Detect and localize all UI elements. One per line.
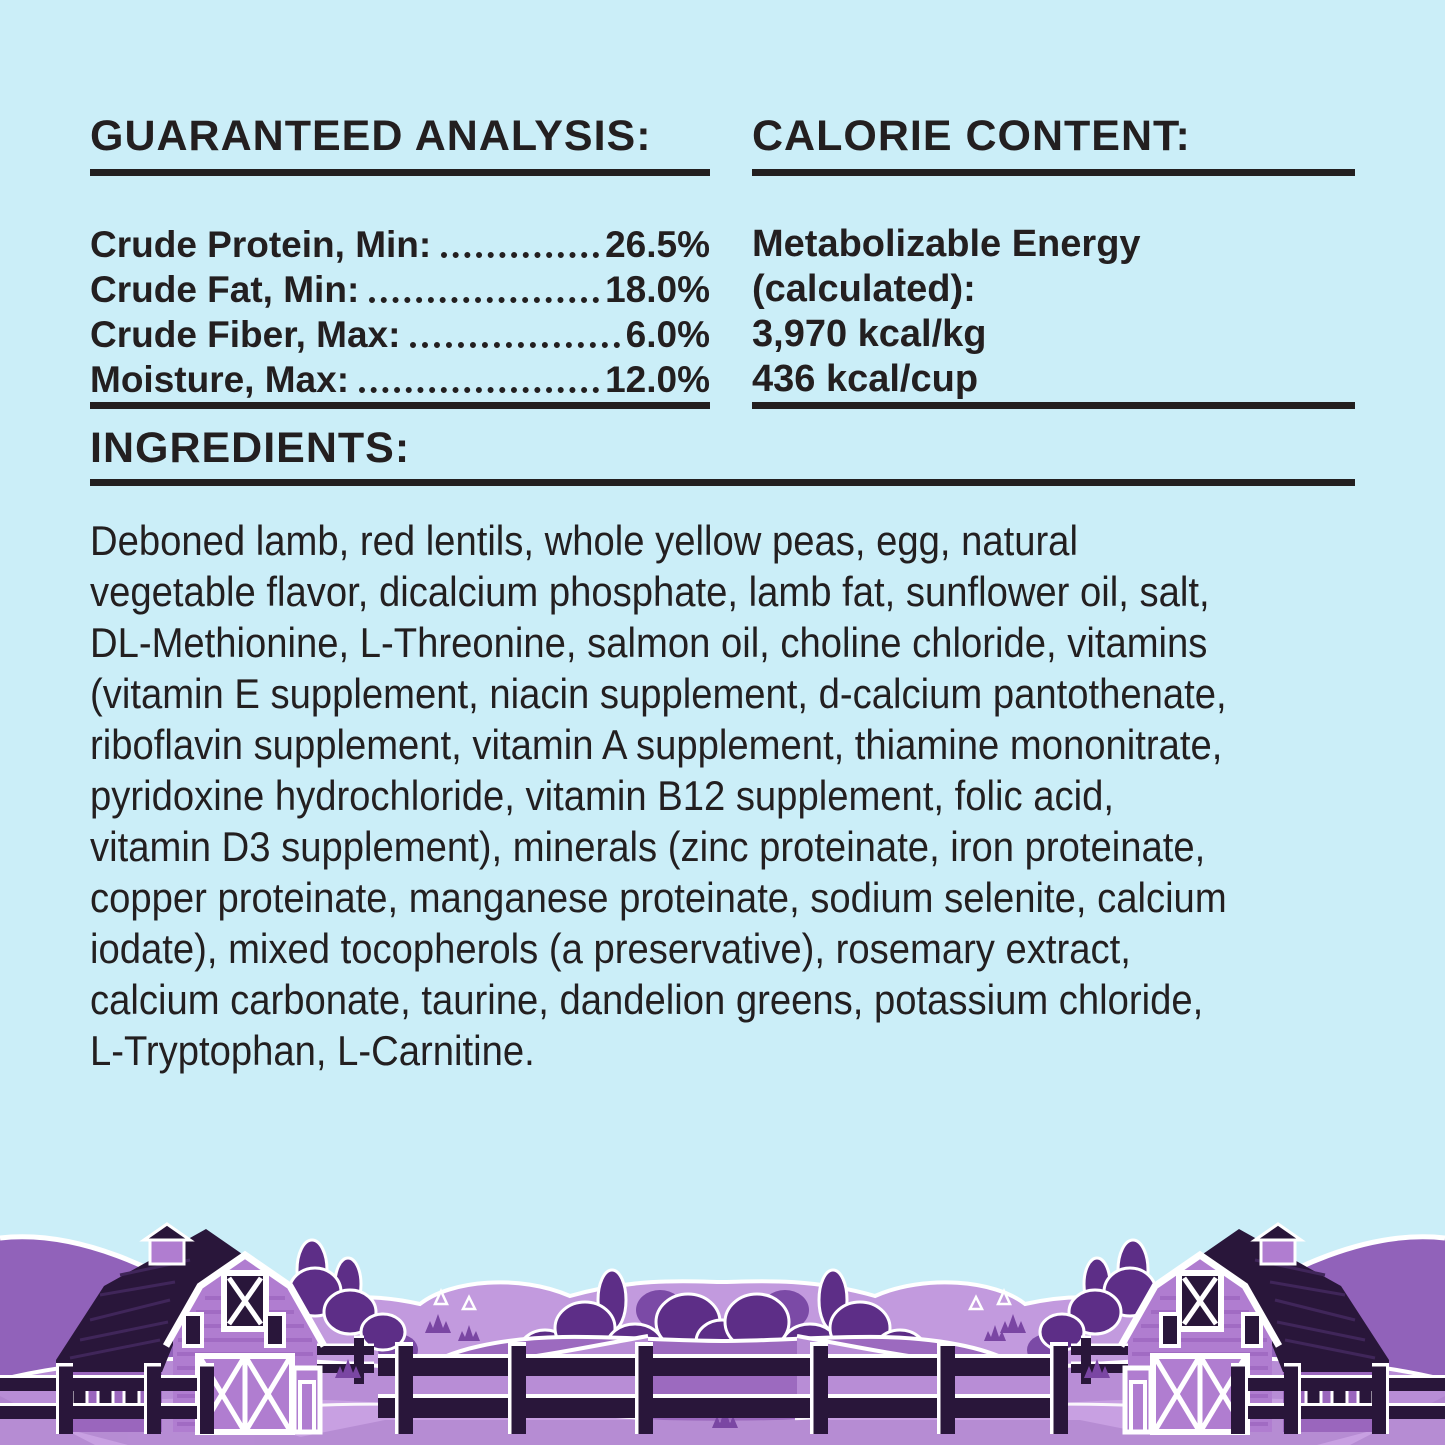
row-value: 6.0% <box>625 313 710 355</box>
row-label: Crude Fat, Min: <box>90 268 360 310</box>
row-value: 26.5% <box>605 223 710 265</box>
ingredients-line: Deboned lamb, red lentils, whole yellow peas, egg, natural <box>90 516 1078 564</box>
dot-leader <box>410 342 619 348</box>
ingredients-line: L-Tryptophan, L-Carnitine. <box>90 1026 535 1074</box>
ingredients-line: (vitamin E supplement, niacin supplement, d-calcium pantothenate, <box>90 669 1227 717</box>
row-value: 12.0% <box>605 358 710 400</box>
ingredients-line: iodate), mixed tocopherols (a preservative), rosemary extract, <box>90 924 1131 972</box>
calorie-content-section <box>752 86 1355 409</box>
ingredients-text <box>90 515 1241 1076</box>
ingredients-line: calcium carbonate, taurine, dandelion greens, potassium chloride, <box>90 975 1204 1023</box>
ingredients-line: vitamin D3 supplement), minerals (zinc proteinate, iron proteinate, <box>90 822 1206 870</box>
calorie-content-body <box>752 205 1355 409</box>
ingredients-heading: INGREDIENTS: <box>90 427 1355 486</box>
guaranteed-analysis-section <box>90 86 710 409</box>
row-label: Moisture, Max: <box>90 358 350 400</box>
dot-leader <box>369 297 599 303</box>
table-row <box>90 267 710 312</box>
table-row <box>90 312 710 357</box>
guaranteed-analysis-table <box>90 205 710 409</box>
dot-leader <box>359 387 599 393</box>
table-row <box>90 222 710 267</box>
dot-leader <box>441 252 599 258</box>
calorie-line: (calculated): <box>752 267 976 310</box>
ingredients-line: DL-Methionine, L-Threonine, salmon oil, choline chloride, vitamins <box>90 618 1208 666</box>
row-label: Crude Fiber, Max: <box>90 313 401 355</box>
calorie-line: Metabolizable Energy <box>752 222 1141 265</box>
table-row <box>90 357 710 402</box>
calorie-line: 436 kcal/cup <box>752 357 979 400</box>
row-value: 18.0% <box>605 268 710 310</box>
ingredients-section <box>90 398 1355 1076</box>
ingredients-line: vegetable flavor, dicalcium phosphate, lamb fat, sunflower oil, salt, <box>90 567 1210 615</box>
calorie-line: 3,970 kcal/kg <box>752 312 987 355</box>
ingredients-line: pyridoxine hydrochloride, vitamin B12 supplement, folic acid, <box>90 771 1114 819</box>
farm-illustration <box>0 1200 1445 1445</box>
row-label: Crude Protein, Min: <box>90 223 432 265</box>
ingredients-line: copper proteinate, manganese proteinate, sodium selenite, calcium <box>90 873 1227 921</box>
guaranteed-analysis-heading: GUARANTEED ANALYSIS: <box>90 115 710 176</box>
calorie-content-heading: CALORIE CONTENT: <box>752 115 1355 176</box>
ingredients-line: riboflavin supplement, vitamin A supplement, thiamine mononitrate, <box>90 720 1223 768</box>
